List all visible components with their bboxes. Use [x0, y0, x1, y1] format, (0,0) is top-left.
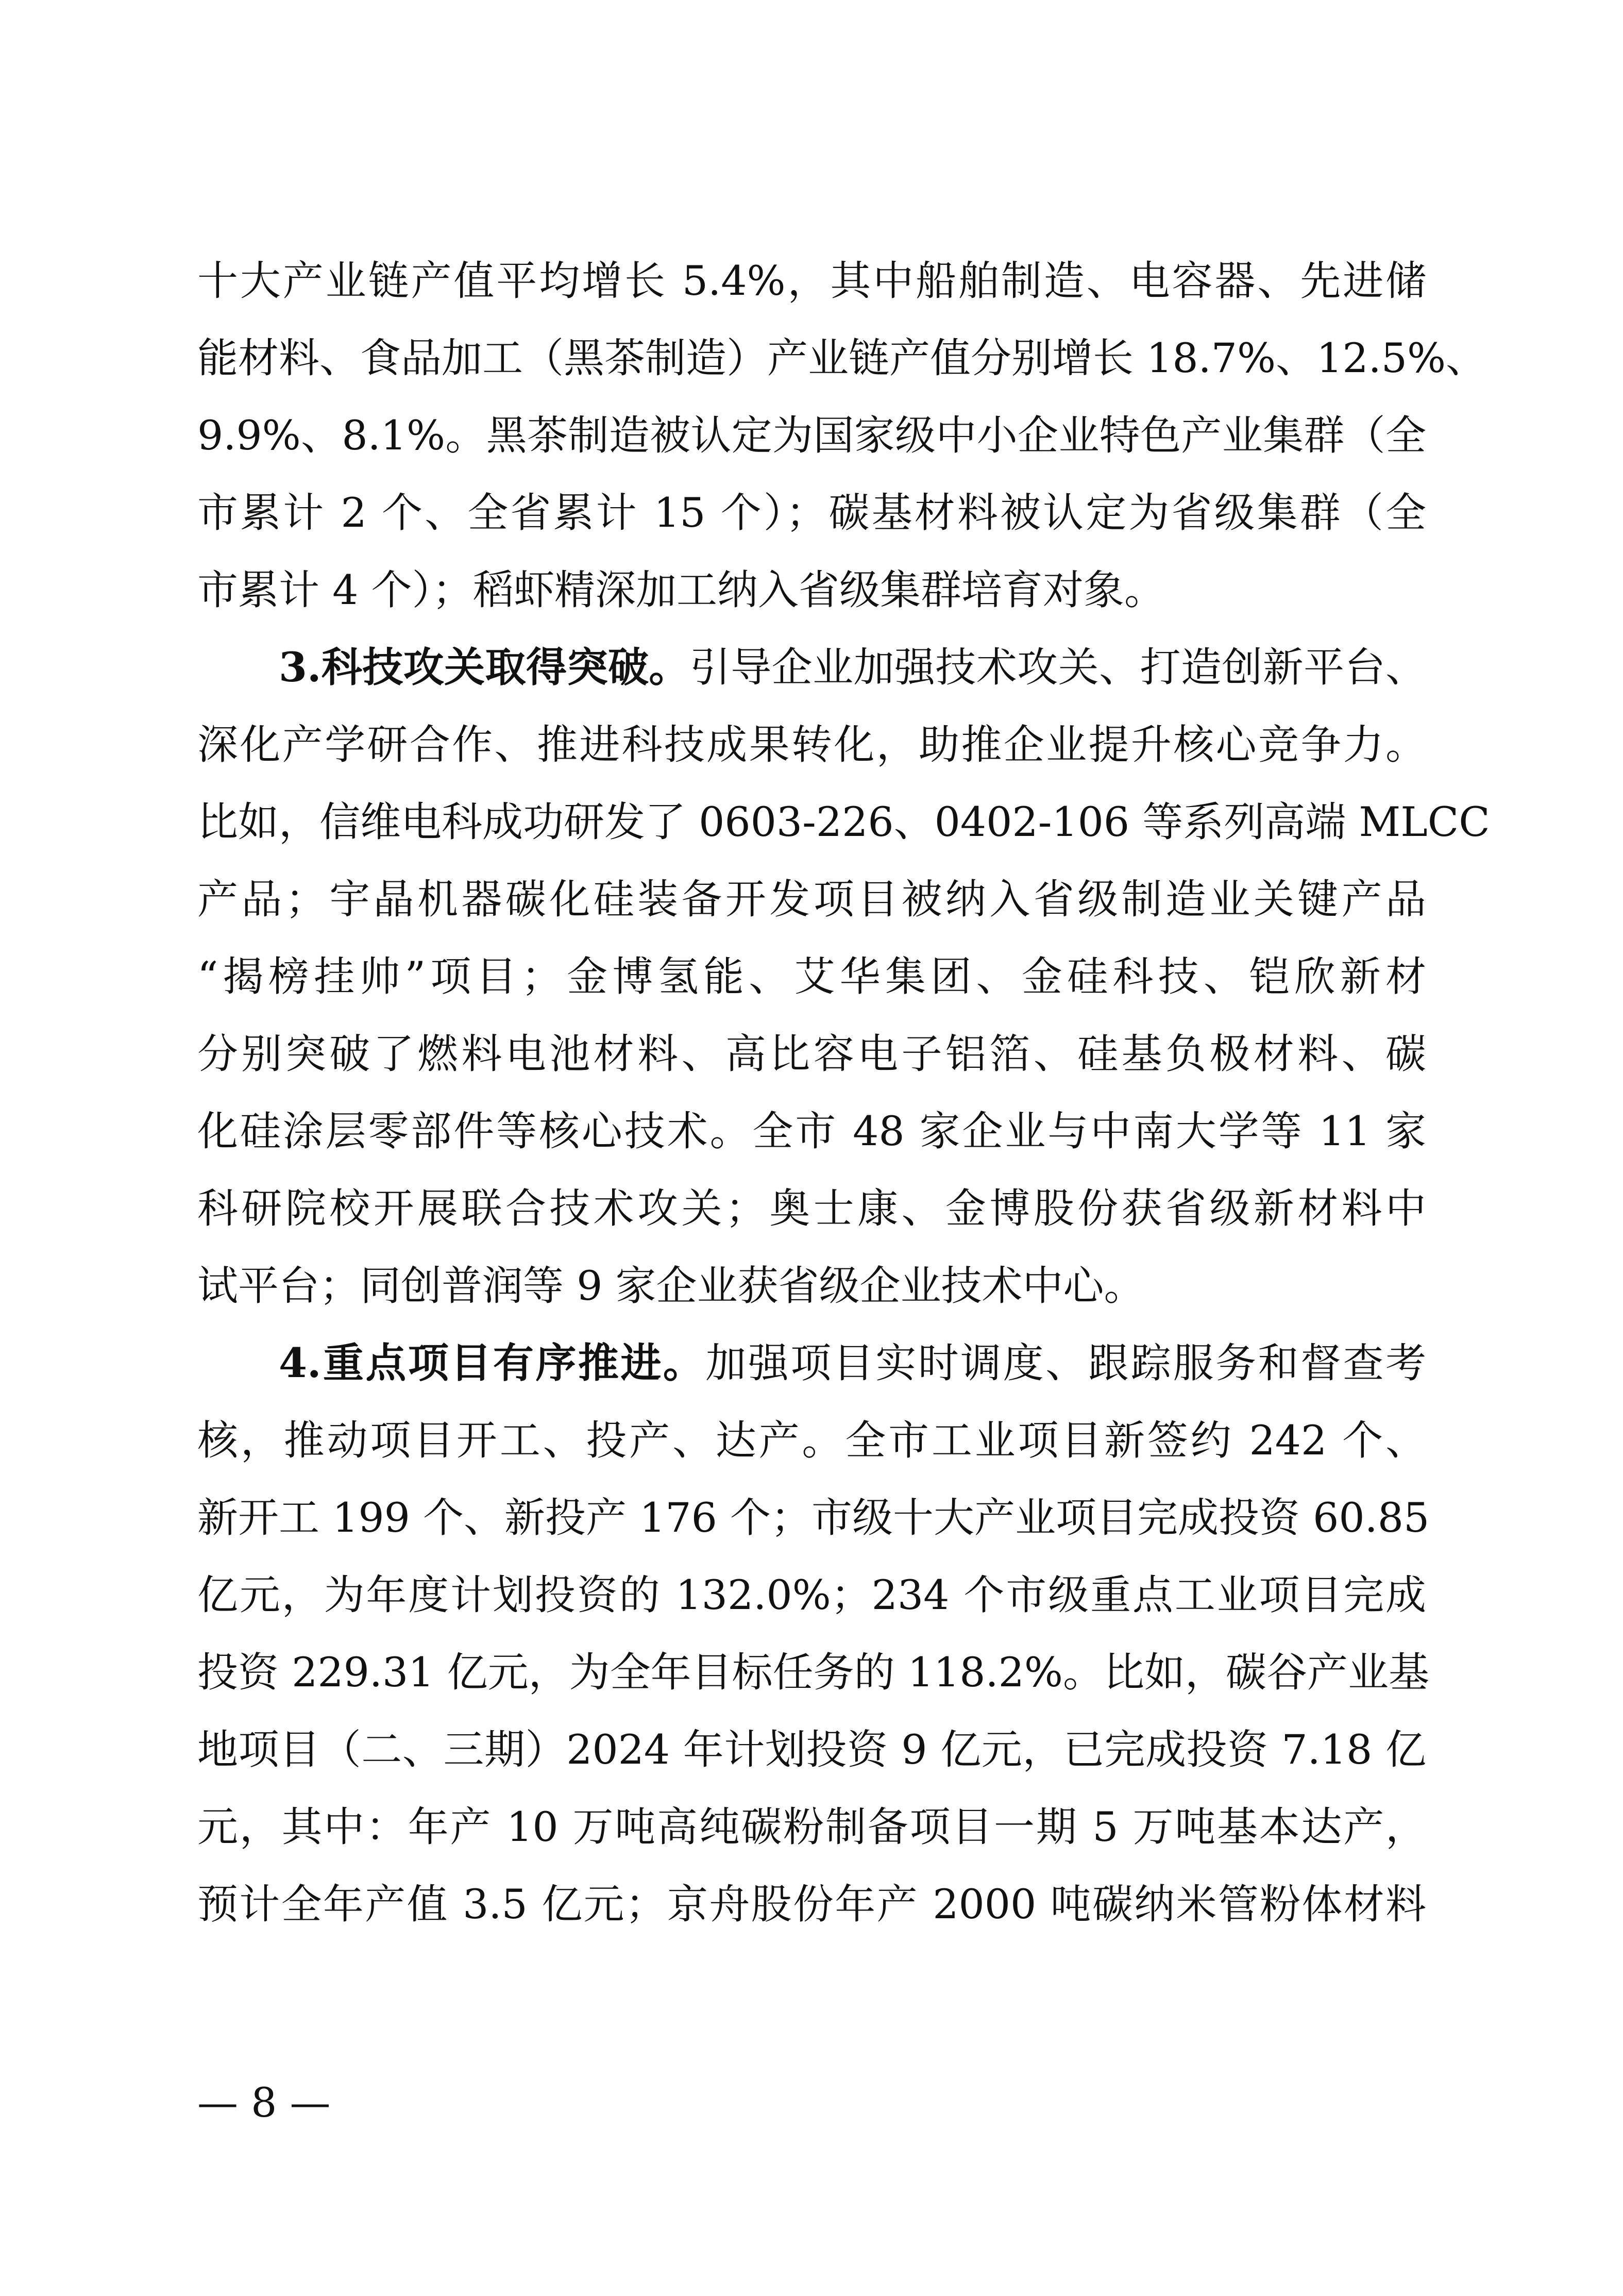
paragraph-3-line-2: 核，推动项目开工、投产、达产。全市工业项目新签约 242 个、: [197, 1417, 1426, 1464]
paragraph-2-line-1: [197, 629, 1426, 706]
paragraph-2-line-3: 比如，信维电科成功研发了 0603-226、0402-106 等系列高端 MLCC: [197, 798, 1490, 846]
paragraph-3-line-6: 地项目（二、三期）2024 年计划投资 9 亿元，已完成投资 7.18 亿: [197, 1726, 1426, 1773]
paragraph-2-line-2: 深化产学研合作、推进科技成果转化，助推企业提升核心竞争力。: [197, 721, 1426, 768]
paragraph-2-line-9: 试平台；同创普润等 9 家企业获省级企业技术中心。: [197, 1262, 1145, 1310]
paragraph-3-line-8: 预计全年产值 3.5 亿元；京舟股份年产 2000 吨碳纳米管粉体材料: [197, 1881, 1426, 1928]
paragraph-2-line-6: 分别突破了燃料电池材料、高比容电子铝箔、硅基负极材料、碳: [197, 1030, 1426, 1078]
paragraph-2-line-5: “揭榜挂帅”项目；金博氢能、艾华集团、金硅科技、铠欣新材: [197, 953, 1426, 1000]
paragraph-1-line-2: 能材料、食品加工（黑茶制造）产业链产值分别增长 18.7%、12.5%、: [197, 334, 1487, 382]
paragraph-1-line-4: 市累计 2 个、全省累计 15 个）；碳基材料被认定为省级集群（全: [197, 489, 1426, 537]
paragraph-1-line-5: 市累计 4 个）；稻虾精深加工纳入省级集群培育对象。: [197, 566, 1165, 614]
paragraph-2-line-4: 产品；宇晶机器碳化硅装备开发项目被纳入省级制造业关键产品: [197, 876, 1426, 923]
document-body: [197, 242, 1490, 1943]
paragraph-2-line-8: 科研院校开展联合技术攻关；奥士康、金博股份获省级新材料中: [197, 1185, 1426, 1232]
paragraph-2-line-7: 化硅涂层零部件等核心技术。全市 48 家企业与中南大学等 11 家: [197, 1108, 1426, 1155]
paragraph-2-line-1-text: 引导企业加强技术攻关、打造创新平台、: [689, 644, 1427, 691]
paragraph-3-line-5: 投资 229.31 亿元，为全年目标任务的 118.2%。比如，碳谷产业基: [197, 1649, 1429, 1696]
paragraph-1-line-1: 十大产业链产值平均增长 5.4%，其中船舶制造、电容器、先进储: [197, 257, 1426, 305]
paragraph-3-line-4: 亿元，为年度计划投资的 132.0%；234 个市级重点工业项目完成: [197, 1571, 1426, 1619]
paragraph-3-line-3: 新开工 199 个、新投产 176 个；市级十大产业项目完成投资 60.85: [197, 1494, 1430, 1541]
section-heading-4: 4.重点项目有序推进。: [279, 1339, 706, 1387]
section-heading-3: 3.科技攻关取得突破。: [279, 643, 690, 691]
paragraph-3-line-7: 元，其中：年产 10 万吨高纯碳粉制备项目一期 5 万吨基本达产，: [197, 1803, 1426, 1851]
paragraph-3-line-1: [197, 1325, 1426, 1402]
paragraph-1-line-3: 9.9%、8.1%。黑茶制造被认定为国家级中小企业特色产业集群（全: [197, 412, 1426, 459]
paragraph-3-line-1-text: 加强项目实时调度、跟踪服务和督查考: [705, 1339, 1426, 1387]
page-number: — 8 —: [197, 2079, 331, 2126]
